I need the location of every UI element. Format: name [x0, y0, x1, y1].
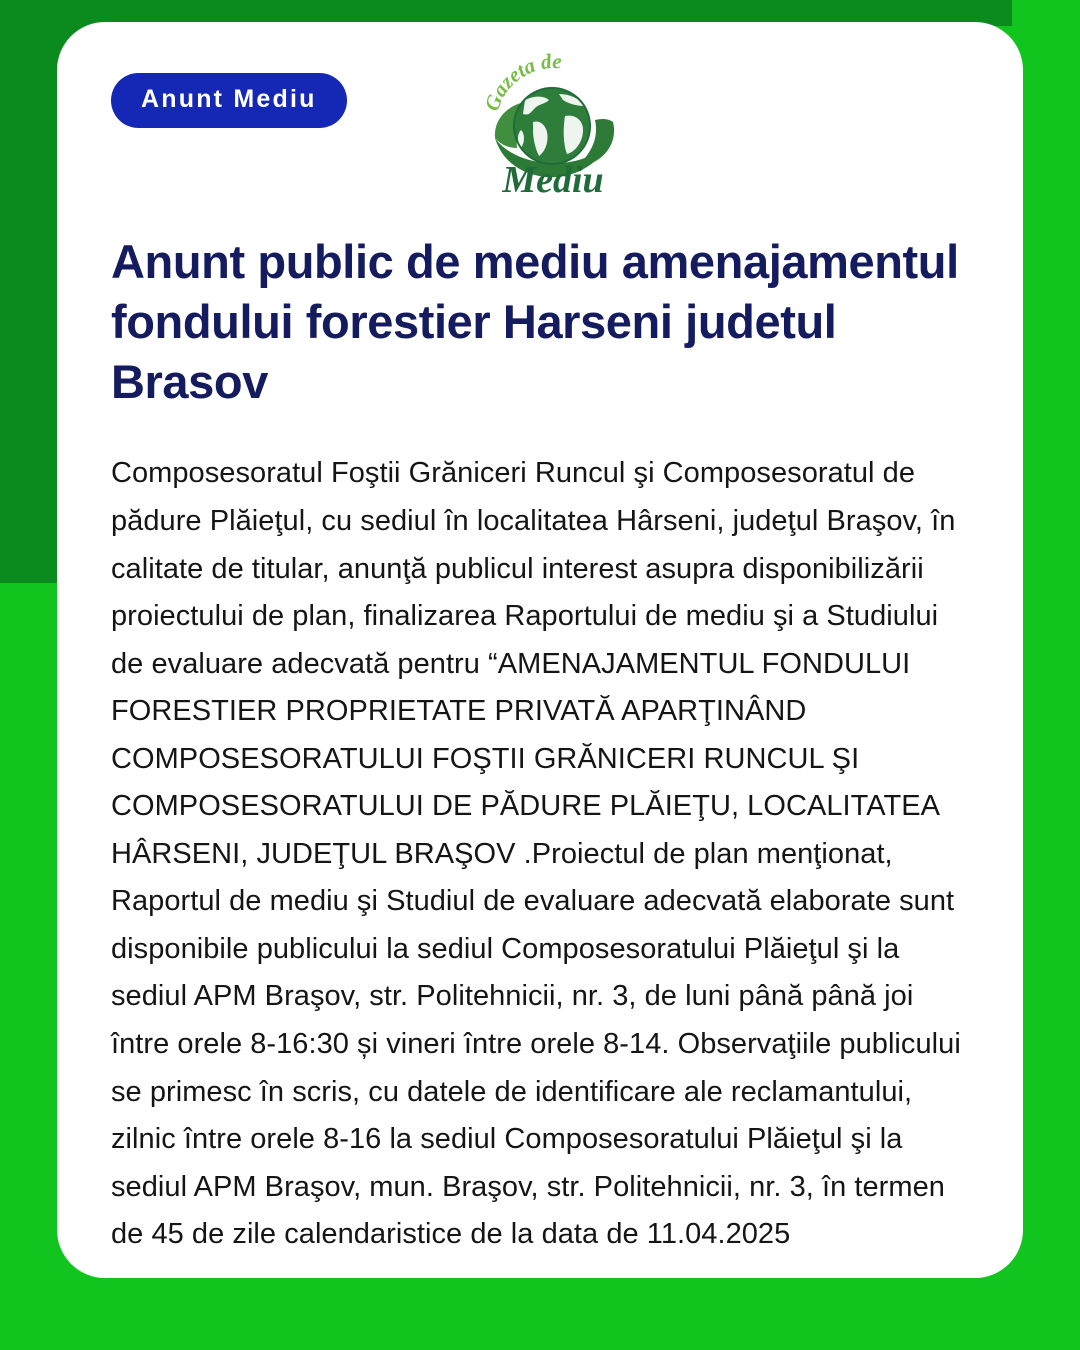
announcement-card: [57, 22, 1023, 1278]
card-content: [57, 22, 1023, 1259]
category-badge[interactable]: Anunt Mediu: [111, 73, 347, 128]
gazeta-de-mediu-logo: [473, 50, 633, 202]
logo-text-top: Gazeta de: [479, 50, 563, 114]
logo-text-bottom: Mediu: [502, 159, 604, 201]
globe-icon: [514, 88, 590, 164]
page-title: Anunt public de mediu amenajamentul fondului forestier Harseni judetul Brasov: [111, 235, 959, 409]
announcement-body: Composesoratul Foştii Grăniceri Runcul şi Composesoratul de pădure Plăieţul, cu sediul în localitatea Hârseni, judeţul Braşov, în calitate de titular, anunţă publicul interest asupra disponibilizării proiectului de plan, finalizarea Raportului de mediu şi a Studiului de evaluare adecvată pentru “AMENAJAMENTUL FONDULUI FORESTIER PROPRIETATE PRIVATĂ APARŢINÂND COMPOSESORATULUI FOŞTII GRĂNICERI RUNCUL ŞI COMPOSESORATULUI DE PĂDURE PLĂIEŢU, LOCALITATEA HÂRSENI, JUDEŢUL BRAŞOV .Proiectul de plan menţionat, Raportul de mediu şi Studiul de evaluare adecvată elaborate sunt disponibile publicului la sediul Composesoratului Plăieţul şi la sediul APM Braşov, str. Politehnicii, nr. 3, de luni până până joi între orele 8-16:30 și vineri între orele 8-14. Observaţiile publicului se primesc în scris, cu datele de identificare ale reclamantului, zilnic între orele 8-16 la sediul Composesoratului Plăieţul şi la sediul APM Braşov, mun. Braşov, str. Politehnicii, nr. 3, în termen de 45 de zile calendaristice de la data de 11.04.2025: [111, 457, 969, 1251]
card-header: [111, 50, 969, 201]
